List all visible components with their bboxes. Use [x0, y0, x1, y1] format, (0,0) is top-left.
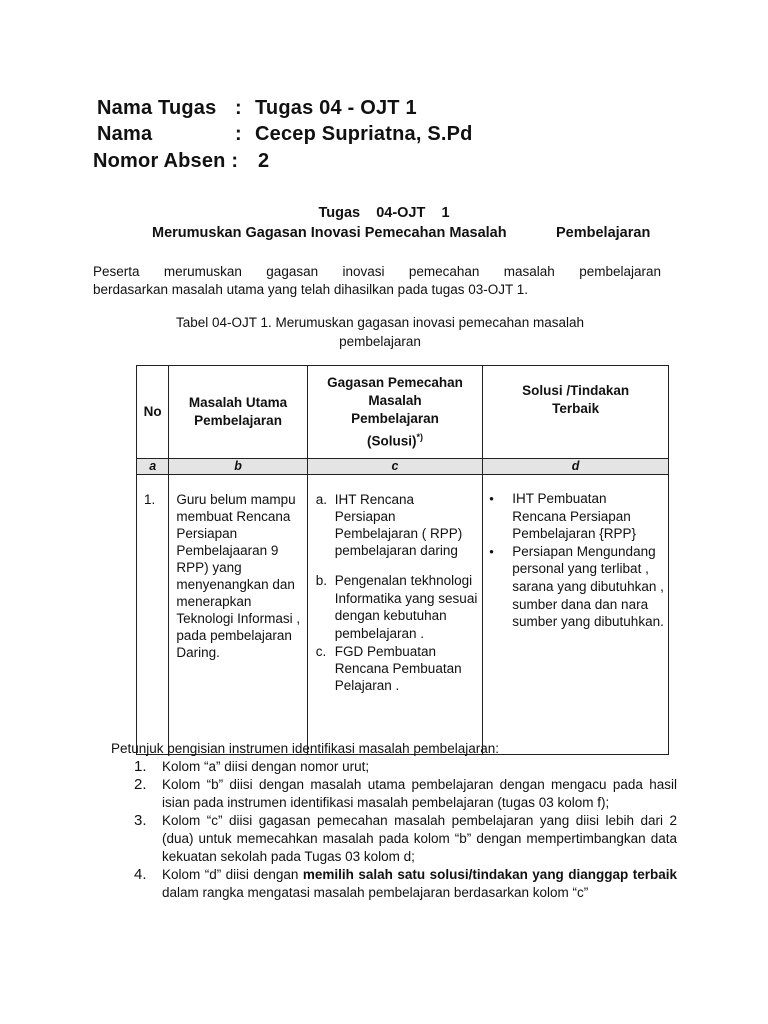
cell-masalah: Guru belum mampu membuat Rencana Persiapan Pembelajaaran 9 RPP) yang menyenangkan dan menerapkan Teknologi Informasi , pada pembelajaran Daring. — [169, 475, 307, 755]
list-number: 1. — [134, 758, 147, 775]
table-row — [137, 475, 669, 755]
list-item — [134, 866, 677, 902]
gagasan-item — [316, 643, 478, 694]
header-label: Nomor Absen : — [93, 150, 239, 172]
list-item — [134, 776, 677, 812]
header-row-nama-tugas — [97, 97, 597, 123]
instructions-list — [134, 758, 677, 902]
header-masalah-text: Masalah Utama Pembelajaran — [188, 395, 288, 428]
solusi-item — [489, 490, 664, 543]
bullet-icon: • — [489, 491, 494, 506]
list-text-tail: dalam rangka mengatasi masalah pembelajaran berdasarkan kolom “c” — [162, 885, 589, 900]
letter-cell: c — [307, 459, 482, 475]
gagasan-text: Pengenalan tekhnologi Informatika yang sesuai dengan kebutuhan pembelajaran . — [334, 573, 478, 642]
solusi-text: Persiapan Mengundang personal yang terlibat , sarana yang dibutuhkan , sumber dana dan nara sumber yang dibutuhkan. — [512, 543, 664, 630]
header-row-nomor-absen — [93, 150, 593, 176]
table-letter-row — [137, 459, 669, 475]
header-gagasan-text: Gagasan Pemecahan Masalah Pembelajaran (Solusi) — [327, 374, 463, 449]
gagasan-item — [316, 491, 478, 559]
header-gagasan — [307, 366, 482, 459]
intro-line: berdasarkan masalah utama yang telah dihasilkan pada tugas 03-OJT 1. — [93, 282, 529, 297]
header-gagasan-sup: *) — [416, 431, 423, 442]
list-text: Kolom “b” diisi dengan masalah utama pembelajaran dengan mengacu pada hasil isian pada instrumen identifikasi masalah pembelajaran (tugas 03 kolom f); — [162, 777, 677, 810]
list-number: 4. — [134, 866, 147, 883]
table-header-row — [137, 366, 669, 459]
header-colon: : — [235, 123, 242, 145]
list-text: Kolom “a” diisi dengan nomor urut; — [162, 759, 370, 774]
solusi-item — [489, 543, 664, 631]
subtitle-main: Merumuskan Gagasan Inovasi Pemecahan Masalah — [152, 225, 507, 241]
gagasan-item — [316, 572, 478, 643]
list-item — [134, 758, 677, 776]
header-solusi — [483, 366, 669, 459]
letter-cell: a — [137, 459, 169, 475]
gagasan-marker: b. — [315, 573, 328, 588]
letter-cell: d — [483, 459, 669, 475]
gagasan-text: FGD Pembuatan Rencana Pembuatan Pelajaran . — [334, 643, 462, 693]
table-caption — [140, 313, 620, 351]
gagasan-marker: a. — [315, 492, 328, 507]
letter-cell: b — [169, 459, 307, 475]
bullet-icon: • — [489, 543, 494, 559]
cell-no: 1. — [137, 475, 169, 755]
solusi-text: IHT Pembuatan Rencana Persiapan Pembelajaran {RPP} — [512, 491, 637, 542]
list-number: 3. — [134, 812, 147, 829]
intro-line: Peserta merumuskan gagasan inovasi pemecahan masalah pembelajaran — [93, 264, 661, 279]
cell-solusi — [483, 475, 669, 755]
list-item — [134, 812, 677, 866]
header-no: No — [137, 366, 169, 459]
solution-table — [136, 365, 669, 755]
list-text-bold: memilih salah satu solusi/tindakan yang dianggap terbaik — [302, 867, 677, 882]
document-title: Tugas 04-OJT 1 — [318, 205, 450, 221]
header-value: 2 — [258, 150, 270, 172]
header-value: Tugas 04 - OJT 1 — [255, 97, 417, 119]
header-value: Cecep Supriatna, S.Pd — [255, 123, 473, 145]
caption-line: Tabel 04-OJT 1. Merumuskan gagasan inovasi pemecahan masalah — [176, 315, 584, 330]
cell-gagasan — [307, 475, 482, 755]
header-solusi-text: Solusi /Tindakan Terbaik — [522, 383, 630, 416]
gagasan-text: IHT Rencana Persiapan Pembelajaran ( RPP) pembelajaran daring — [334, 492, 463, 558]
header-masalah — [169, 366, 307, 459]
caption-line: pembelajaran — [339, 334, 421, 349]
gagasan-marker: c. — [315, 643, 327, 659]
header-row-nama — [97, 123, 597, 149]
list-text: Kolom “d” diisi dengan — [162, 867, 303, 882]
list-number: 2. — [134, 776, 147, 793]
list-text: Kolom “c” diisi gagasan pemecahan masalah pembelajaran yang diisi lebih dari 2 (dua) untuk memecahkan masalah pada kolom “b” dengan mempertimbangkan data kekuatan sekolah pada Tugas 03 kolom d; — [162, 813, 677, 864]
instructions-title: Petunjuk pengisian instrumen identifikasi masalah pembelajaran: — [111, 741, 499, 756]
document-subtitle — [152, 225, 651, 241]
subtitle-tail: Pembelajaran — [556, 225, 651, 241]
intro-paragraph — [93, 263, 661, 299]
header-label: Nama Tugas — [97, 97, 217, 119]
header-label: Nama — [97, 123, 153, 145]
header-colon: : — [235, 97, 242, 119]
